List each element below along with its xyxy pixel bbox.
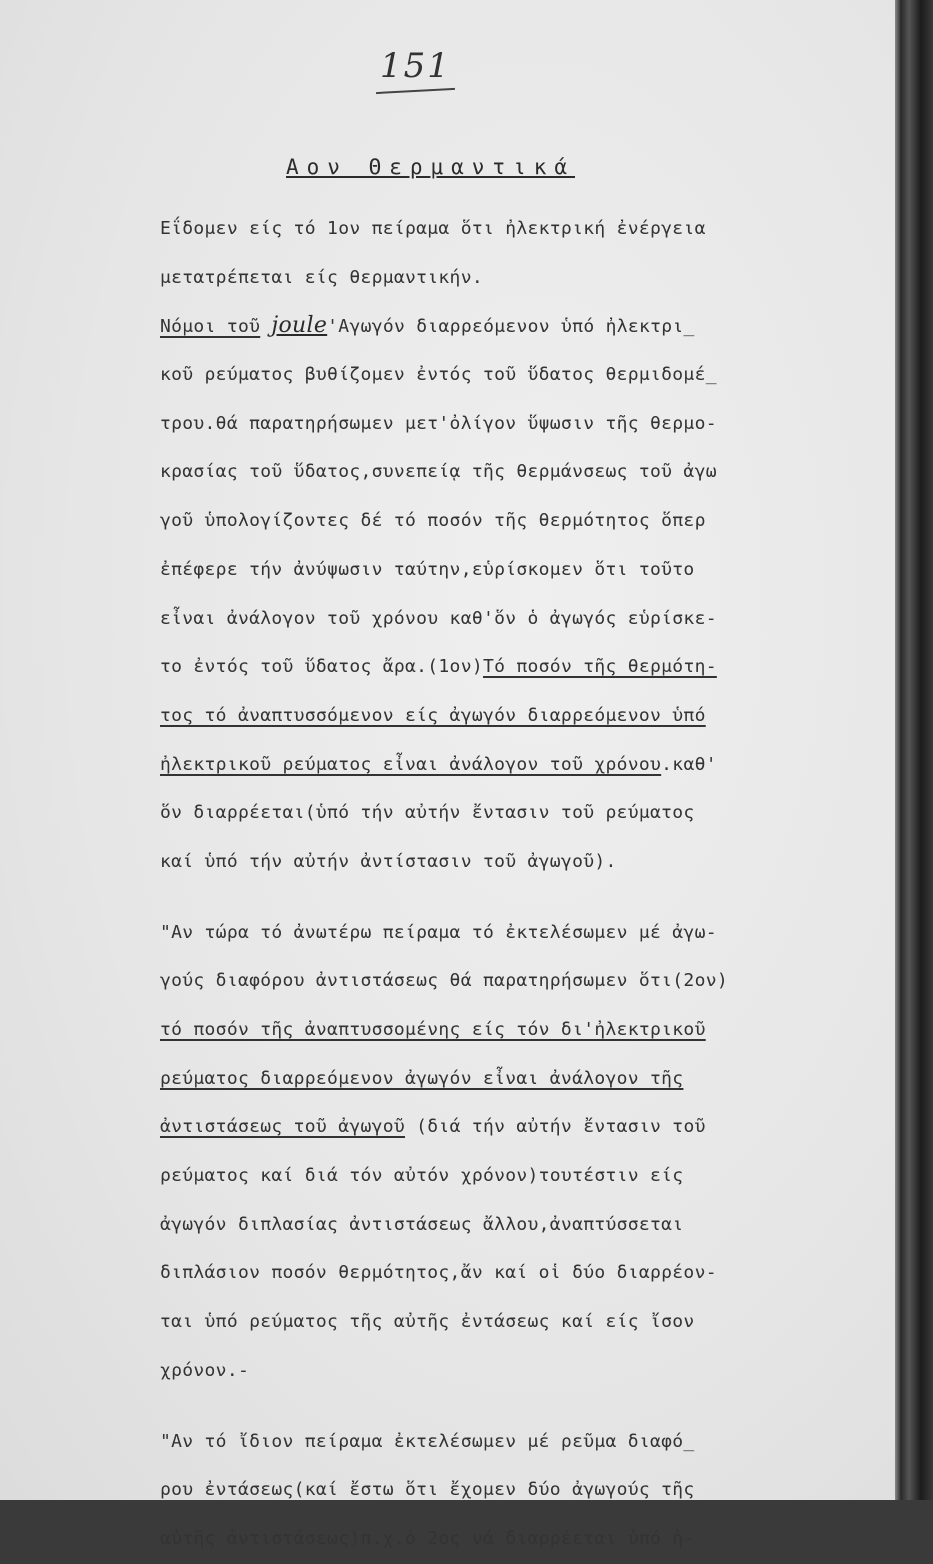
text-line <box>160 1298 850 1347</box>
text-line <box>160 302 850 351</box>
text-line <box>160 546 850 595</box>
text-line <box>160 909 850 958</box>
text-span: καί ὑπό τήν αὐτήν ἀντίστασιν τοῦ ἀγωγοῦ). <box>160 850 617 872</box>
text-line <box>160 957 850 1006</box>
underlined-text: ρεύματος διαρρεόμενον ἀγωγόν εἶναι ἀνάλογον τῆς <box>160 1067 684 1089</box>
text-line <box>160 741 850 790</box>
text-span: "Αν τώρα τό ἀνωτέρω πείραμα τό ἐκτελέσωμεν μέ ἀγω- <box>160 921 717 943</box>
text-line <box>160 351 850 400</box>
text-line <box>160 1515 850 1564</box>
underlined-text: τος τό ἀναπτυσσόμενον είς ἀγωγόν διαρρεόμενον ὑπό <box>160 704 706 726</box>
text-line <box>160 643 850 692</box>
text-span: εἶναι ἀνάλογον τοῦ χρόνου καθ'ὅν ὁ ἀγωγός εὑρίσκε- <box>160 607 717 629</box>
handwritten-word: joule <box>271 313 328 339</box>
underlined-text: Τό ποσόν τῆς θερμότη- <box>482 656 717 678</box>
text-line <box>160 205 850 254</box>
text-line <box>160 789 850 838</box>
text-span: ται ὑπό ρεύματος τῆς αὐτῆς ἐντάσεως καί είς ἴσον <box>160 1311 695 1333</box>
underlined-text: ἠλεκτρικοῦ ρεύματος εἶναι ἀνάλογον τοῦ χρόνου <box>160 753 662 775</box>
paragraph-gap <box>160 1396 850 1418</box>
text-span: αὐτῆς ἀντιστάσεως)π.χ.ὁ 2ος νά διαρρέεται ὑπό ἠ- <box>160 1527 695 1549</box>
text-line <box>160 1418 850 1467</box>
section-heading: Αον Θερμαντικά <box>286 155 576 179</box>
text-span: χρόνον.- <box>160 1359 250 1381</box>
text-span <box>260 316 271 337</box>
text-line <box>160 448 850 497</box>
text-line <box>160 692 850 741</box>
text-line <box>160 838 850 887</box>
text-line <box>160 1466 850 1515</box>
text-line <box>160 1347 850 1396</box>
underlined-text: Νόμοι τοῦ <box>160 316 261 338</box>
text-span: μετατρέπεται είς θερμαντικήν. <box>160 266 483 288</box>
text-span: το ἐντός τοῦ ὕδατος ἄρα.(1ον) <box>160 656 483 678</box>
body-text <box>160 205 850 1564</box>
text-line <box>160 1249 850 1298</box>
text-line <box>160 1055 850 1104</box>
text-line <box>160 1201 850 1250</box>
text-line <box>160 1103 850 1152</box>
page-number: 151 <box>380 46 451 86</box>
text-line <box>160 254 850 303</box>
text-span: διπλάσιον ποσόν θερμότητος,ἄν καί οἱ δύο διαρρέον- <box>160 1262 717 1284</box>
text-span: .καθ' <box>661 753 717 775</box>
underlined-text: ἀντιστάσεως τοῦ ἀγωγοῦ <box>160 1116 406 1138</box>
text-span: ὅν διαρρέεται(ὑπό τήν αὐτήν ἔντασιν τοῦ ρεύματος <box>160 802 695 824</box>
text-span: ρεύματος καί διά τόν αὐτόν χρόνον)τουτέστιν είς <box>160 1165 684 1187</box>
text-span: κρασίας τοῦ ὕδατος,συνεπείᾳ τῆς θερμάνσεως τοῦ ἀγω <box>160 461 717 483</box>
underlined-text: τό ποσόν τῆς ἀναπτυσσομένης είς τόν δι'ἠλεκτρικοῦ <box>160 1019 706 1040</box>
text-span: Εΐδομεν είς τό 1ον πείραμα ὅτι ἠλεκτρική ἐνέργεια <box>160 218 706 239</box>
text-span: 'Αγωγόν διαρρεόμενον ὑπό ἠλεκτρι_ <box>327 316 695 338</box>
text-span: κοῦ ρεύματος βυθίζομεν ἐντός τοῦ ὕδατος θερμιδομέ_ <box>160 364 717 386</box>
text-span: ρου ἐντάσεως(καί ἔστω ὅτι ἔχομεν δύο ἀγωγούς τῆς <box>160 1479 695 1501</box>
text-span: γούς διαφόρου ἀντιστάσεως θά παρατηρήσωμεν ὅτι(2ον) <box>160 970 728 992</box>
text-span: ἀγωγόν διπλασίας ἀντιστάσεως ἄλλου,ἀναπτύσσεται <box>160 1213 684 1235</box>
text-line <box>160 595 850 644</box>
text-line <box>160 400 850 449</box>
text-line <box>160 1006 850 1055</box>
text-line <box>160 497 850 546</box>
text-span: "Αν τό ἴδιον πείραμα ἐκτελέσωμεν μέ ρεῦμα διαφό_ <box>160 1430 695 1452</box>
text-line <box>160 1152 850 1201</box>
text-span: ἐπέφερε τήν ἀνύψωσιν ταύτην,εὑρίσκομεν ὅτι τοῦτο <box>160 558 695 580</box>
text-span: (διά τήν αὐτήν ἔντασιν τοῦ <box>405 1116 706 1138</box>
text-span: τρου.θά παρατηρήσωμεν μετ'ὀλίγον ὕψωσιν τῆς θερμο- <box>160 412 717 434</box>
text-span: γοῦ ὑπολογίζοντες δέ τό ποσόν τῆς θερμότητος ὅπερ <box>160 510 706 532</box>
paragraph-gap <box>160 887 850 909</box>
binding-edge <box>895 0 933 1500</box>
